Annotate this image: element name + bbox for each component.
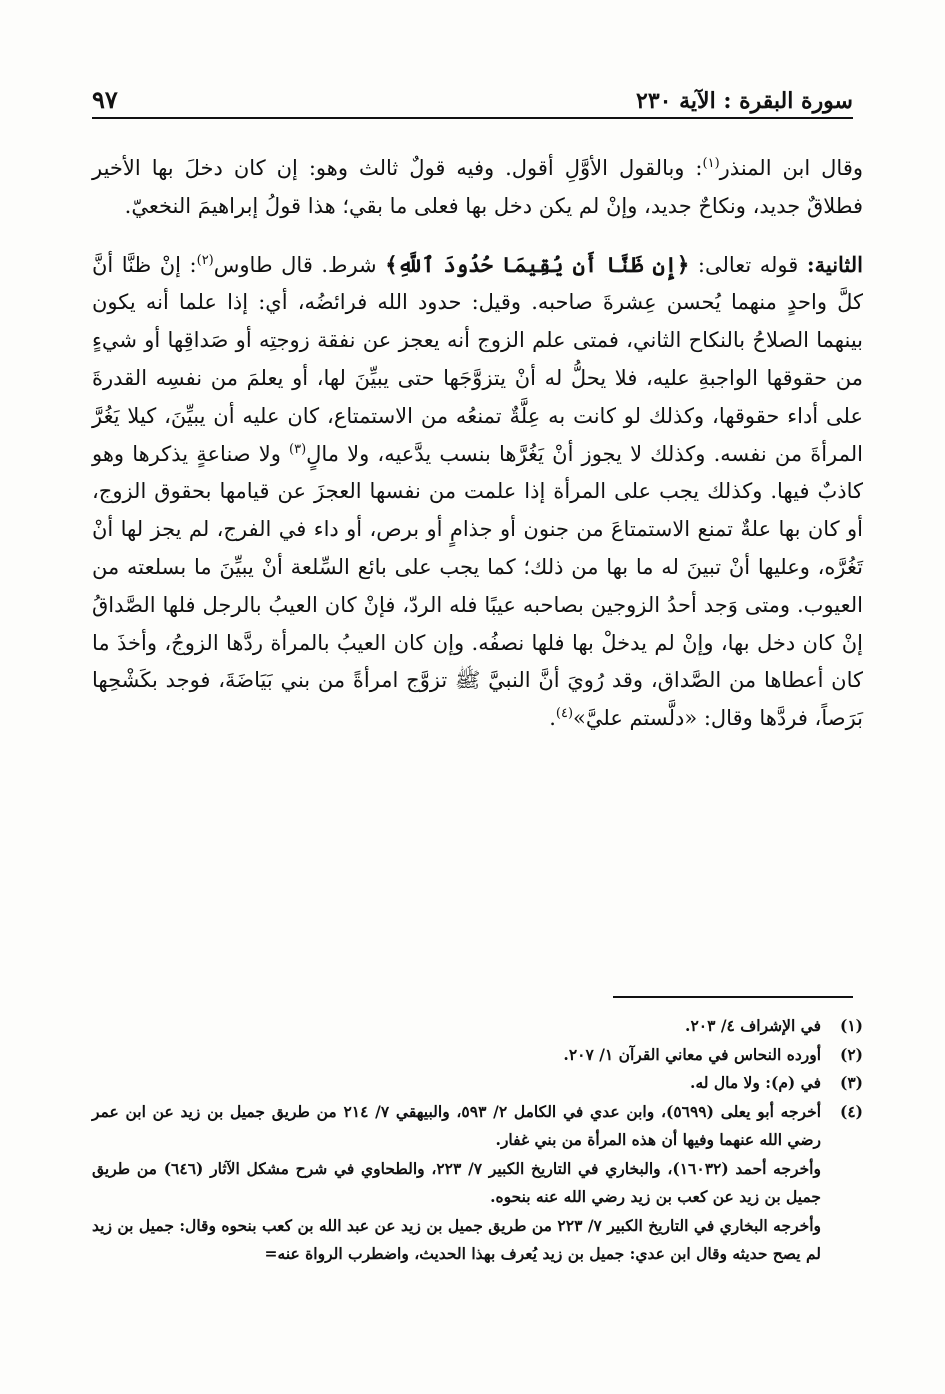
main-text [92, 150, 863, 738]
footnote-text: أورده النحاس في معاني القرآن ١/ ٢٠٧. [563, 1044, 821, 1064]
paragraph-2-text-d: ولا صناعةٍ يذكرها وهو كاذبٌ فيها. وكذلك يجب على المرأة إذا علمت من نفسها العجزَ عن قيامها بحقوق الزوج، أو كان بها علةٌ تمنع الاستمتاعَ من جنون أو جذامٍ أو برص، أو داء في الفرج، لم يجز لها أنْ تَغُرَّه، وعليها أنْ تبينَ له ما بها من ذلك؛ كما يجب على بائع السِّلعة أنْ يبيِّنَ ما بسلعته من العيوب. ومتى وَجد أحدُ الزوجين بصاحبه عيبًا فله الردّ، فإنْ كان العيبُ بالرجل فلها الصَّداقُ إنْ كان دخل بها، وإنْ لم يدخلْ بها فلها نصفُه. وإن كان العيبُ بالمرأة ردَّها الزوجُ، وأخذَ ما كان أعطاها من الصَّداق، وقد رُويَ أنَّ النبيَّ ﷺ تزوَّج امرأةً من بني بَيَاضَةَ، فوجد بكَشْحِها بَرَصاً، فردَّها وقال: «دلَّستم عليَّ» [92, 441, 863, 731]
footnotes [92, 1012, 863, 1269]
footnote-4 [92, 1098, 863, 1155]
footnote-marker-1: (١) [702, 156, 720, 171]
footnote-number: (١) [839, 1016, 863, 1035]
paragraph-2-text-b: شرط. قال طاوس [213, 252, 386, 277]
paragraph-2 [92, 246, 863, 738]
paragraph-2-text-e: . [549, 706, 556, 731]
section-lead-word: الثانية: [806, 251, 864, 277]
header-rule [92, 117, 853, 119]
footnote-1 [92, 1012, 863, 1041]
quran-verse: ﴿إِن ظَنَّا أَن يُقِيمَا حُدُودَ ٱللَّهِ﴾ [385, 251, 690, 277]
footnote-2 [92, 1041, 863, 1070]
footnote-number: (٢) [839, 1044, 863, 1064]
footnote-text: في (م): ولا مال له. [690, 1073, 821, 1092]
footnote-text: أخرجه أبو يعلى (٥٦٩٩)، وابن عدي في الكامل ٢/ ٥٩٣، والبيهقي ٧/ ٢١٤ من طريق جميل بن زيد عن ابن عمر رضي الله عنهما وفيها أن هذه المرأة من بني غفار. [92, 1101, 821, 1149]
footnote-4-continuation-1: وأخرجه أحمد (١٦٠٣٢)، والبخاري في التاريخ الكبير ٧/ ٢٢٣، والطحاوي في شرح مشكل الآثار (٦٤٦) من طريق جميل بن زيد عن كعب بن زيد رضي الله عنه بنحوه. [92, 1158, 821, 1206]
paragraph-1 [92, 150, 863, 226]
paragraph-1-text-a: وقال ابن المنذر [719, 156, 863, 180]
running-head: سورة البقرة : الآية ٢٣٠ [636, 88, 853, 114]
footnote-number: (٣) [839, 1073, 863, 1092]
footnote-text: في الإشراف ٤/ ٢٠٣. [685, 1016, 821, 1035]
page-header [92, 78, 853, 114]
footnote-separator [613, 996, 853, 998]
page-number: ٩٧ [92, 85, 118, 114]
footnote-3 [92, 1069, 863, 1098]
footnote-marker-3: (٣) [289, 441, 307, 457]
paragraph-2-text-a: قوله تعالى: [689, 252, 807, 277]
footnote-4-continuation-2: وأخرجه البخاري في التاريخ الكبير ٧/ ٢٢٣ من طريق جميل بن زيد عن عبد الله بن كعب بنحوه وقال: جميل بن زيد لم يصح حديثه وقال ابن عدي: جميل بن زيد يُعرف بهذا الحديث، واضطرب الرواة عنه= [92, 1215, 821, 1263]
footnote-marker-4: (٤) [555, 706, 574, 722]
paragraph-2-text-c: : إنْ ظنَّا أنَّ كلَّ واحدٍ منهما يُحسن عِشرةَ صاحبه. وقيل: حدود الله فرائضُه، أي: إذا علما أنه يكون بينهما الصلاحُ بالنكاح الثاني، فمتى علم الزوج أنه يعجز عن نفقة زوجتِه أو صَداقِها أو شيءٍ من حقوقها الواجبةِ عليه، فلا يحلُّ له أنْ يتزوَّجَها حتى يبيِّنَ لها، أو يعلمَ من نفسِه القدرةَ على أداء حقوقها، وكذلك لو كانت به عِلَّةٌ تمنعُه من الاستمتاع، كان عليه أن يبيِّنَ، كيلا يَغُرَّ المرأةَ من نفسه. وكذلك لا يجوز أنْ يَغُرَّها بنسب يدَّعيه، ولا مالٍ [92, 252, 864, 466]
footnote-number: (٤) [839, 1101, 863, 1121]
paragraph-1-text-b: : وبالقول الأوَّلِ أقول. وفيه قولٌ ثالث وهو: إن كان دخلَ بها الأخير فطلاقٌ جديد، ونكاحٌ جديد، وإنْ لم يكن دخل بها فعلى ما بقي؛ هذا قولُ إبراهيمَ النخعيّ. [92, 156, 863, 218]
footnote-marker-2: (٢) [196, 252, 214, 268]
